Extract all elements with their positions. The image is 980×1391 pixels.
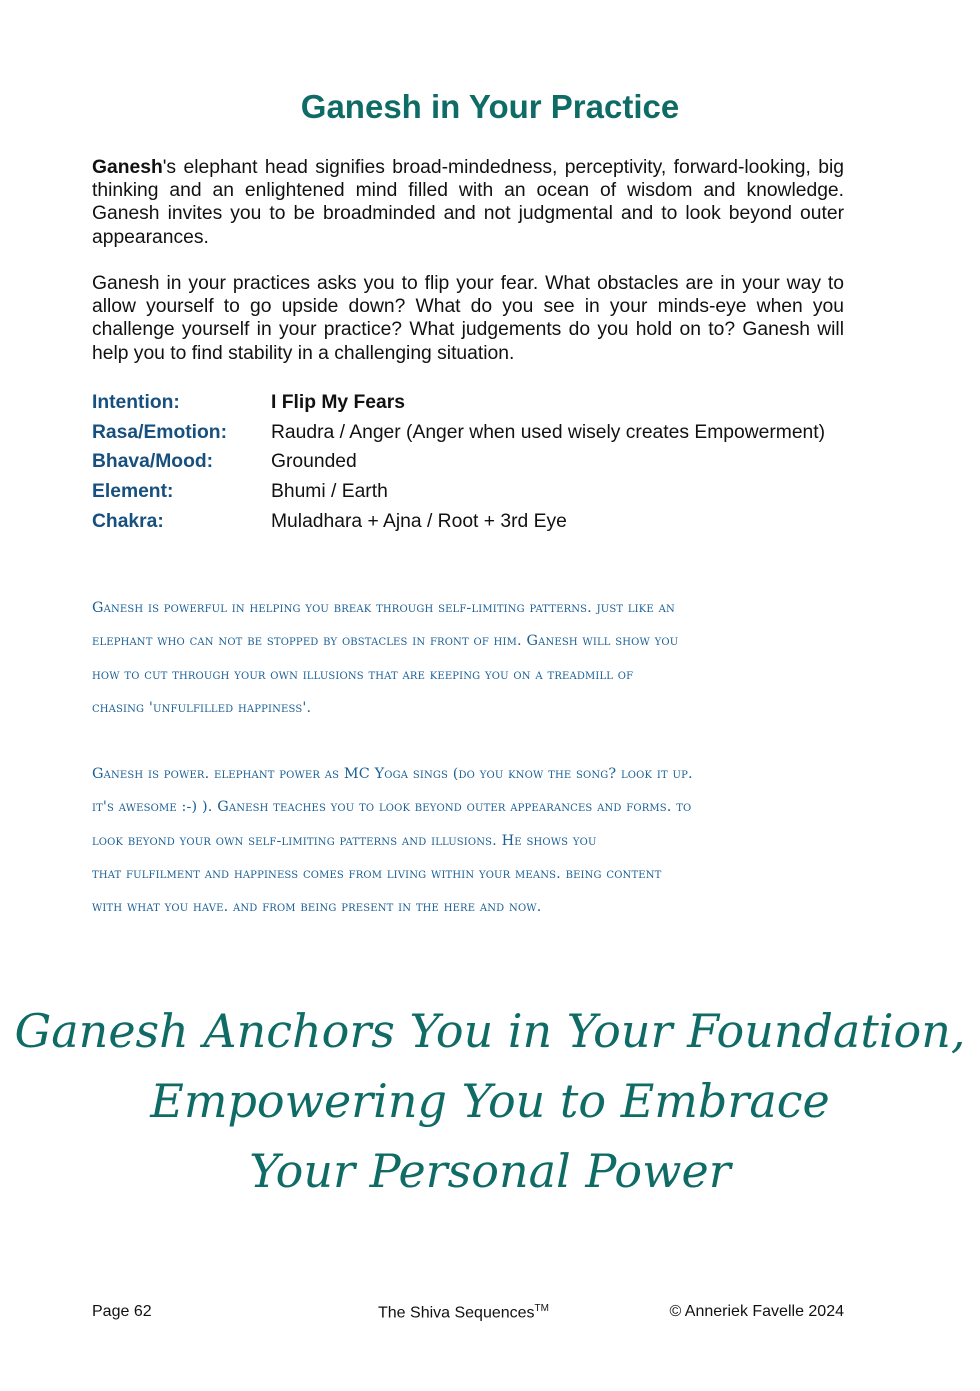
- book-title: [378, 1303, 549, 1322]
- attribute-value: Grounded: [271, 451, 357, 473]
- deco-line: elephant who can not be stopped by obstacles in front of him. Ganesh will show you: [92, 633, 679, 650]
- deco-line: that fulfilment and happiness comes from living within your means. being content: [92, 865, 662, 882]
- attribute-label: Intention:: [92, 391, 180, 413]
- page-title: Ganesh in Your Practice: [300, 88, 680, 125]
- attribute-label: Bhava/Mood:: [92, 451, 214, 473]
- deco-line: it's awesome :-) ). Ganesh teaches you to look beyond outer appearances and forms. to: [92, 799, 692, 816]
- attribute-label: Element:: [92, 481, 174, 503]
- attribute-row-bhava: [92, 448, 872, 478]
- trademark-mark: TM: [534, 1303, 549, 1314]
- quote-line: Your Personal Power: [249, 1144, 731, 1198]
- attribute-value: Raudra / Anger (Anger when used wisely creates Empowerment): [271, 421, 826, 443]
- decorative-paragraph-obstacles: [92, 592, 852, 725]
- page-number: Page 62: [92, 1303, 152, 1320]
- attribute-row-chakra: [92, 507, 872, 537]
- deco-line: Ganesh is power. elephant power as MC Yoga sings (do you know the song? look it up.: [92, 766, 693, 782]
- intro-lead-bold: Ganesh: [92, 157, 163, 178]
- deco-line: how to cut through your own illusions that are keeping you on a treadmill of: [92, 666, 634, 683]
- attribute-value: I Flip My Fears: [271, 391, 405, 413]
- affirmation-quote: [0, 996, 980, 1206]
- attribute-row-rasa: [92, 418, 872, 448]
- deco-line: chasing 'unfulfilled happiness'.: [92, 699, 312, 716]
- attribute-value: Bhumi / Earth: [271, 481, 388, 503]
- deco-line: look beyond your own self-limiting patterns and illusions. He shows you: [92, 832, 597, 849]
- quote-line: Empowering You to Embrace: [150, 1074, 830, 1128]
- page-footer: [92, 1303, 844, 1327]
- book-title-text: The Shiva Sequences: [378, 1304, 535, 1322]
- attribute-label: Chakra:: [92, 511, 164, 533]
- attribute-row-element: [92, 477, 872, 507]
- practice-paragraph: Ganesh in your practices asks you to flip your fear. What obstacles are in your way to allow yourself to go upside down? What do you see in your minds-eye when you challenge yourself in your practice? What judgements do you hold on to? Ganesh will help you to find stability in a challenging situation.: [92, 273, 844, 364]
- copyright-notice: © Anneriek Favelle 2024: [669, 1303, 844, 1320]
- quote-line: Ganesh Anchors You in Your Foundation,: [14, 1004, 966, 1058]
- deco-line: with what you have. and from being present in the here and now.: [92, 899, 542, 916]
- intro-lead-rest: 's elephant head signifies broad-mindedness, perceptivity, forward-looking, big thinking and an enlightened mind filled with an ocean of wisdom and knowledge. Ganesh invites you to be broadminded and not judgmental and to look beyond outer appearances.: [92, 157, 844, 248]
- deco-line: Ganesh is powerful in helping you break through self-limiting patterns. just like an: [92, 600, 675, 616]
- intro-paragraph: [92, 156, 844, 249]
- attributes-table: [92, 388, 872, 537]
- attribute-value: Muladhara + Ajna / Root + 3rd Eye: [271, 511, 567, 533]
- decorative-paragraph-power: [92, 758, 852, 924]
- attribute-label: Rasa/Emotion:: [92, 421, 227, 443]
- attribute-row-intention: [92, 388, 872, 418]
